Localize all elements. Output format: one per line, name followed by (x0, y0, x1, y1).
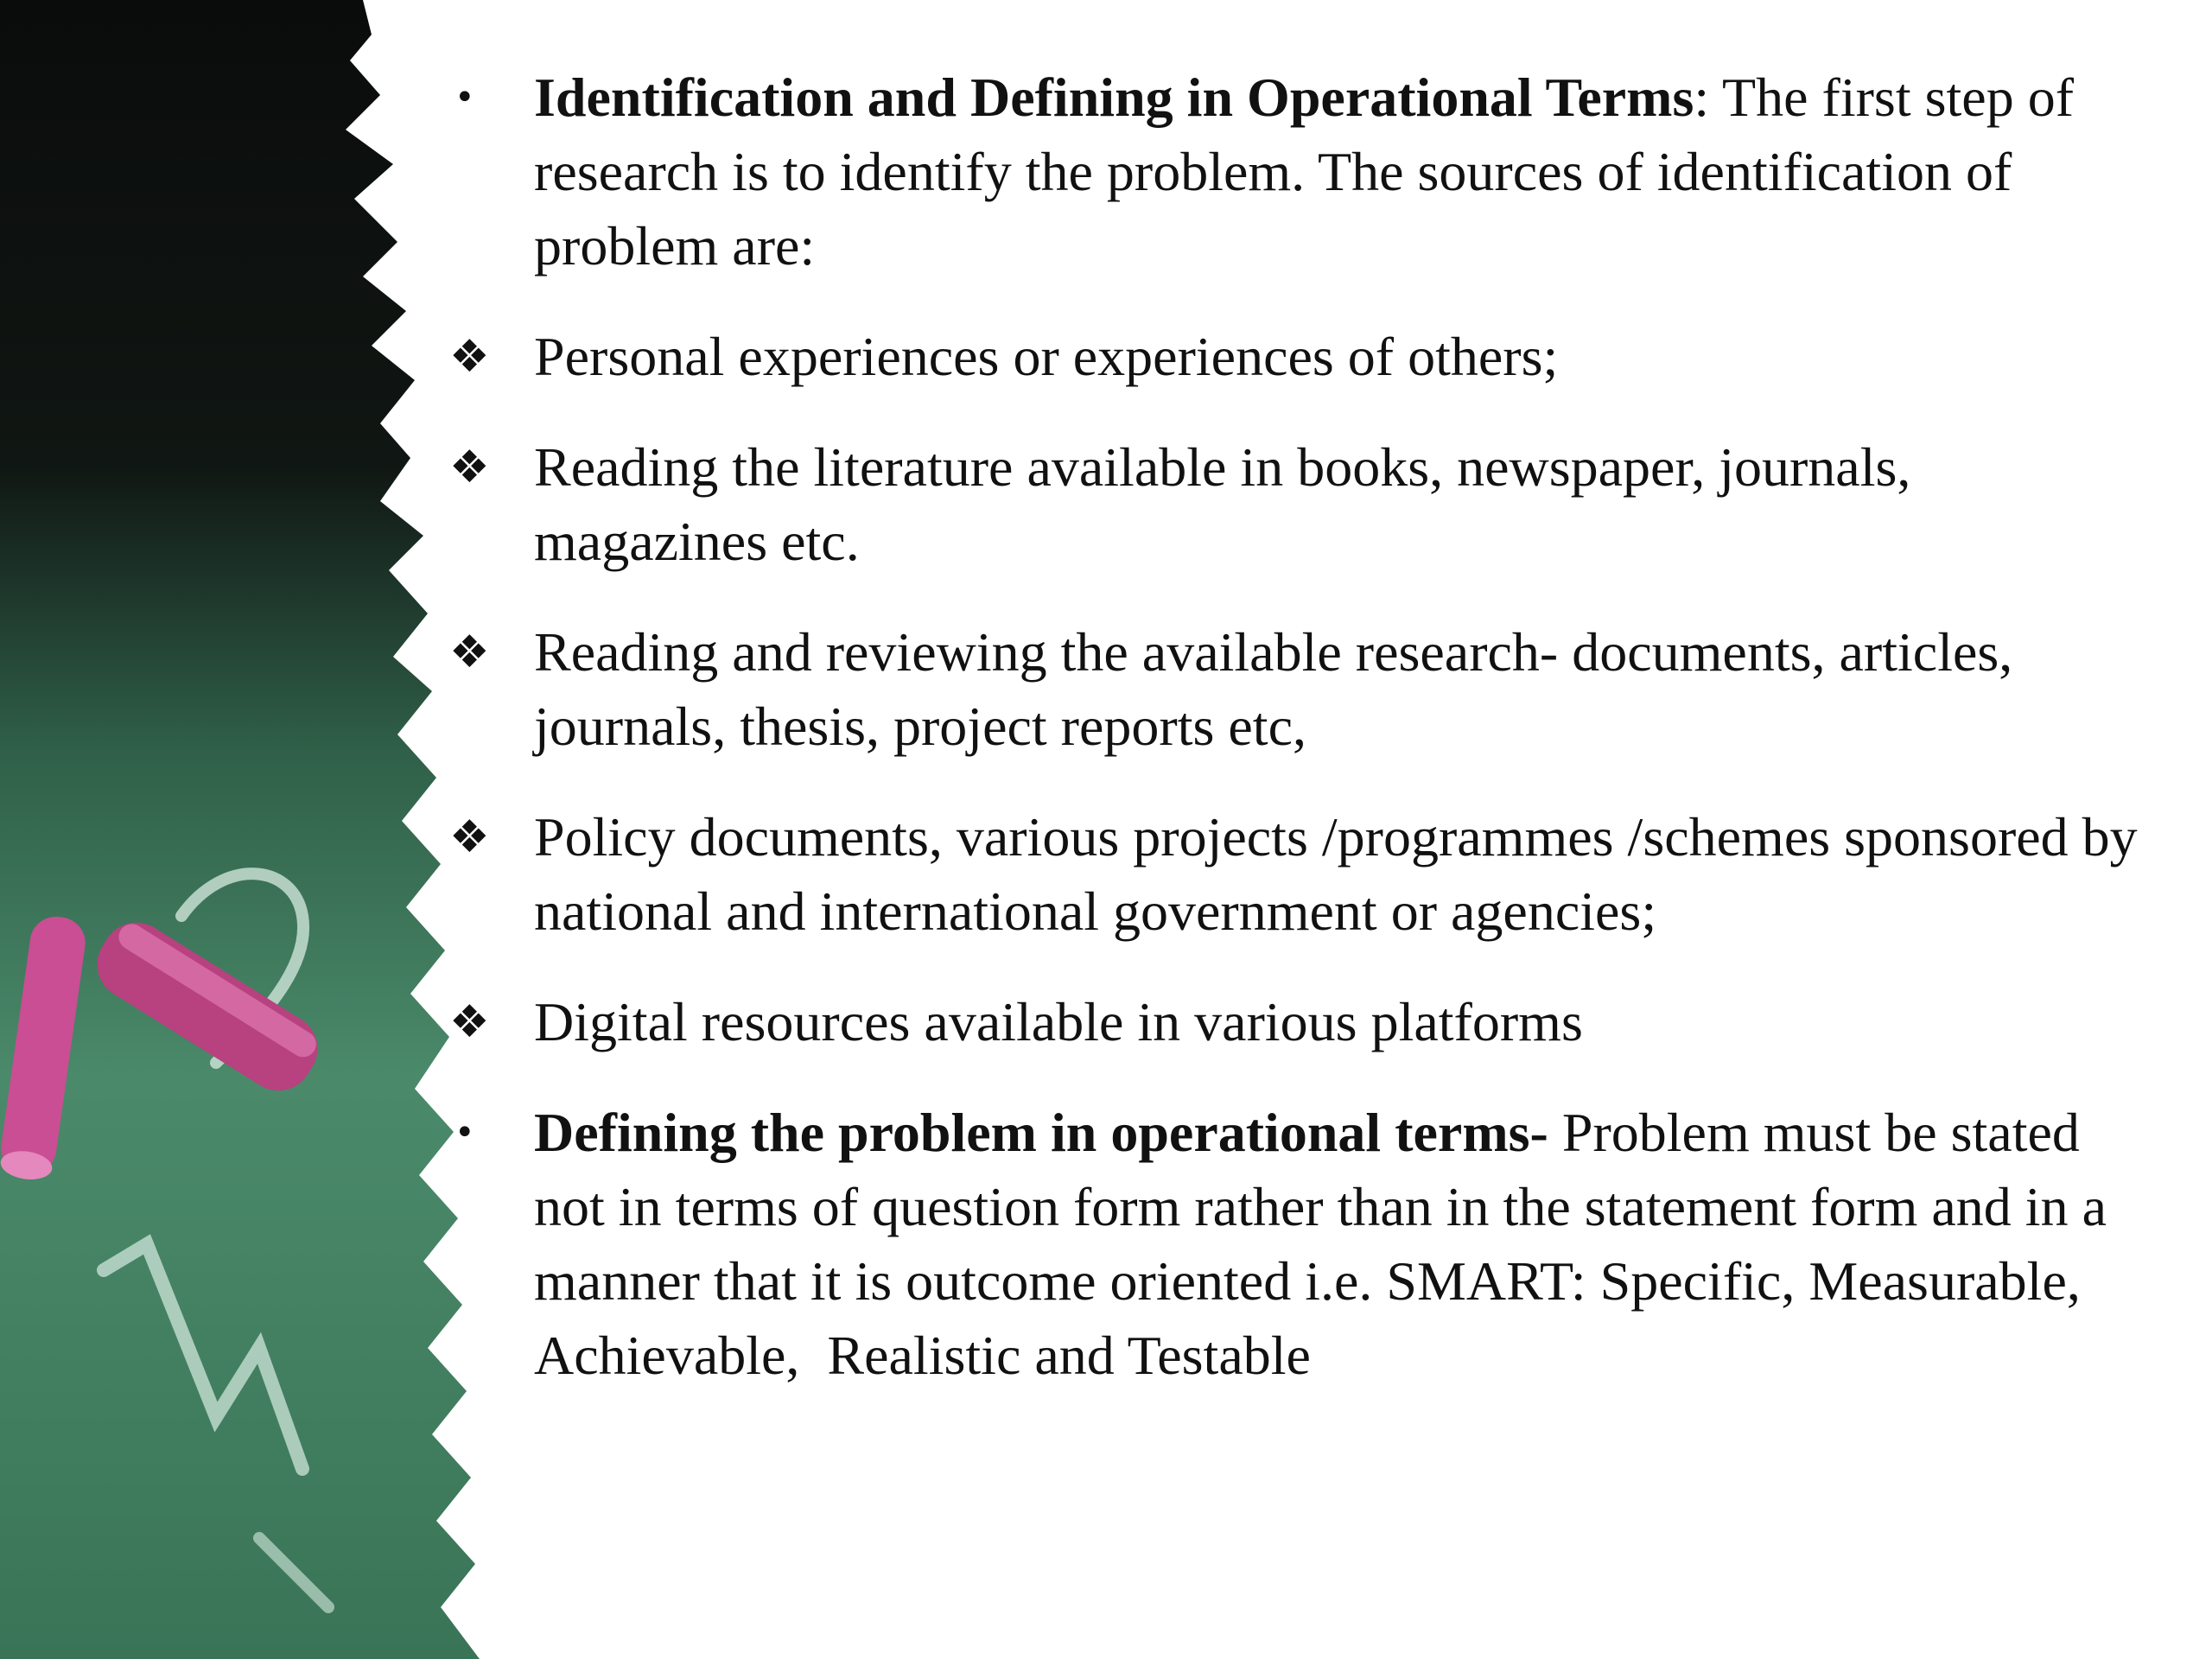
sub-bullet-item (432, 320, 2143, 394)
chalkboard-shape (0, 0, 480, 1659)
item-text: Policy documents, various projects /programmes /schemes sponsored by national and international government or agencies; (534, 806, 2152, 942)
slide-content (432, 60, 2152, 1429)
item-text: Digital resources available in various platforms (534, 991, 1583, 1052)
bullet-icon: • (454, 78, 475, 118)
sub-bullet-item (432, 430, 2143, 579)
item-text: Problem must be stated not in terms of question form rather than in the statement form and in a manner that it is outcome oriented i.e. SMART: Specific, Measurable, Achievable, Realistic and Testable (534, 1102, 2120, 1386)
bullet-icon: • (454, 1113, 475, 1153)
item-heading: Defining the problem in operational terms- (534, 1102, 1548, 1163)
diamond-bullet-icon: ❖ (449, 626, 490, 678)
item-text: Reading and reviewing the available research- documents, articles, journals, thesis, project reports etc, (534, 621, 2027, 757)
diamond-bullet-icon: ❖ (449, 442, 490, 493)
item-text: : The first step of research is to identify the problem. The sources of identification of problem are: (534, 67, 2088, 276)
item-text: Personal experiences or experiences of others; (534, 326, 1559, 387)
diamond-bullet-icon: ❖ (449, 811, 490, 863)
diamond-bullet-icon: ❖ (449, 996, 490, 1048)
item-text: Reading the literature available in books, newspaper, journals, magazines etc. (534, 436, 1925, 572)
sub-bullet-item (432, 615, 2143, 764)
bullet-item-identification (432, 60, 2143, 283)
sub-bullet-item (432, 985, 2143, 1059)
bullet-item-defining (432, 1096, 2143, 1393)
diamond-bullet-icon: ❖ (449, 331, 490, 383)
item-heading: Identification and Defining in Operational Terms (534, 67, 1694, 128)
sub-bullet-item (432, 800, 2152, 949)
